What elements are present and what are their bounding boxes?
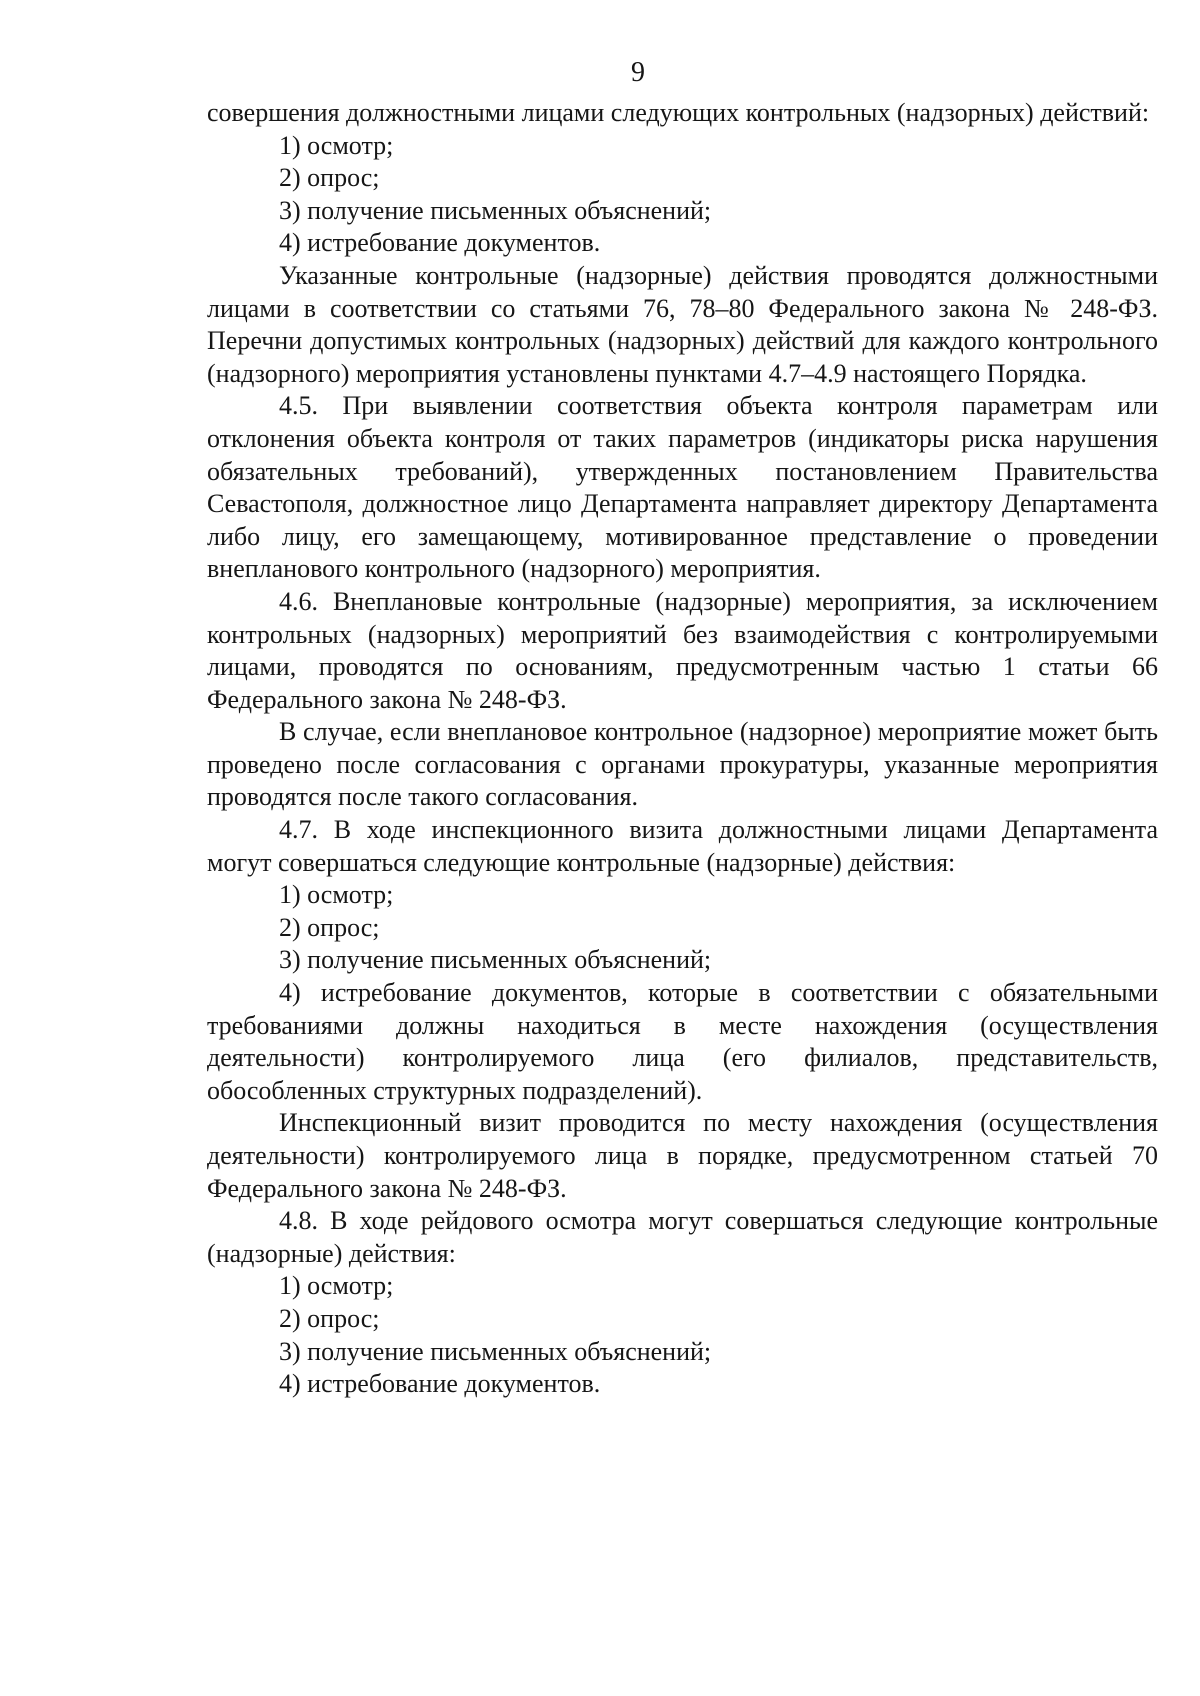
paragraph-section-4-5: 4.5. При выявлении соответствия объекта контроля параметрам или отклонения объекта контроля от таких параметров (индикаторы риска нарушения обязательных требований), утвержденных постановлением Правительства Севастополя, должностное лицо Департамента направляет директору Департамента либо лицу, его замещающему, мотивированное представление о проведении внепланового контрольного (надзорного) мероприятия.: [207, 391, 1158, 584]
list-item: 3) получение письменных объяснений;: [279, 195, 712, 225]
paragraph-section-4-8: 4.8. В ходе рейдового осмотра могут совершаться следующие контрольные (надзорные) действия:: [207, 1206, 1158, 1268]
document-body: [207, 97, 1158, 1401]
list-item: 4) истребование документов, которые в соответствии с обязательными требованиями должны находиться в месте нахождения (осуществления деятельности) контролируемого лица (его филиалов, представительств, обособленных структурных подразделений).: [207, 978, 1158, 1105]
list-item: 4) истребование документов.: [279, 228, 601, 258]
list-item: 3) получение письменных объяснений;: [279, 1336, 712, 1366]
list-item: 1) осмотр;: [279, 880, 394, 910]
paragraph: В случае, если внеплановое контрольное (надзорное) мероприятие может быть проведено после согласования с органами прокуратуры, указанные мероприятия проводятся после такого согласования.: [207, 717, 1158, 812]
paragraph-section-4-6: 4.6. Внеплановые контрольные (надзорные) мероприятия, за исключением контрольных (надзорных) мероприятий без взаимодействия с контролируемыми лицами, проводятся по основаниям, предусмотренным частью 1 статьи 66 Федерального закона № 248-ФЗ.: [207, 586, 1158, 714]
list-item: 2) опрос;: [279, 912, 380, 942]
list-item: 3) получение письменных объяснений;: [279, 945, 712, 975]
paragraph: Указанные контрольные (надзорные) действия проводятся должностными лицами в соответствии со статьями 76, 78–80 Федерального закона № 248-ФЗ. Перечни допустимых контрольных (надзорных) действий для каждого контрольного (надзорного) мероприятия установлены пунктами 4.7–4.9 настоящего Порядка.: [207, 260, 1158, 388]
list-item: 1) осмотр;: [279, 130, 394, 160]
list-item: 2) опрос;: [279, 163, 380, 193]
page-number: 9: [631, 57, 645, 88]
paragraph: совершения должностными лицами следующих контрольных (надзорных) действий:: [207, 98, 1150, 127]
paragraph-section-4-7: 4.7. В ходе инспекционного визита должностными лицами Департамента могут совершаться следующие контрольные (надзорные) действия:: [207, 815, 1158, 877]
list-item: 4) истребование документов.: [279, 1369, 601, 1399]
paragraph: Инспекционный визит проводится по месту нахождения (осуществления деятельности) контролируемого лица в порядке, предусмотренном статьей 70 Федерального закона № 248-ФЗ.: [207, 1108, 1158, 1203]
list-item: 1) осмотр;: [279, 1271, 394, 1301]
list-item: 2) опрос;: [279, 1303, 380, 1333]
